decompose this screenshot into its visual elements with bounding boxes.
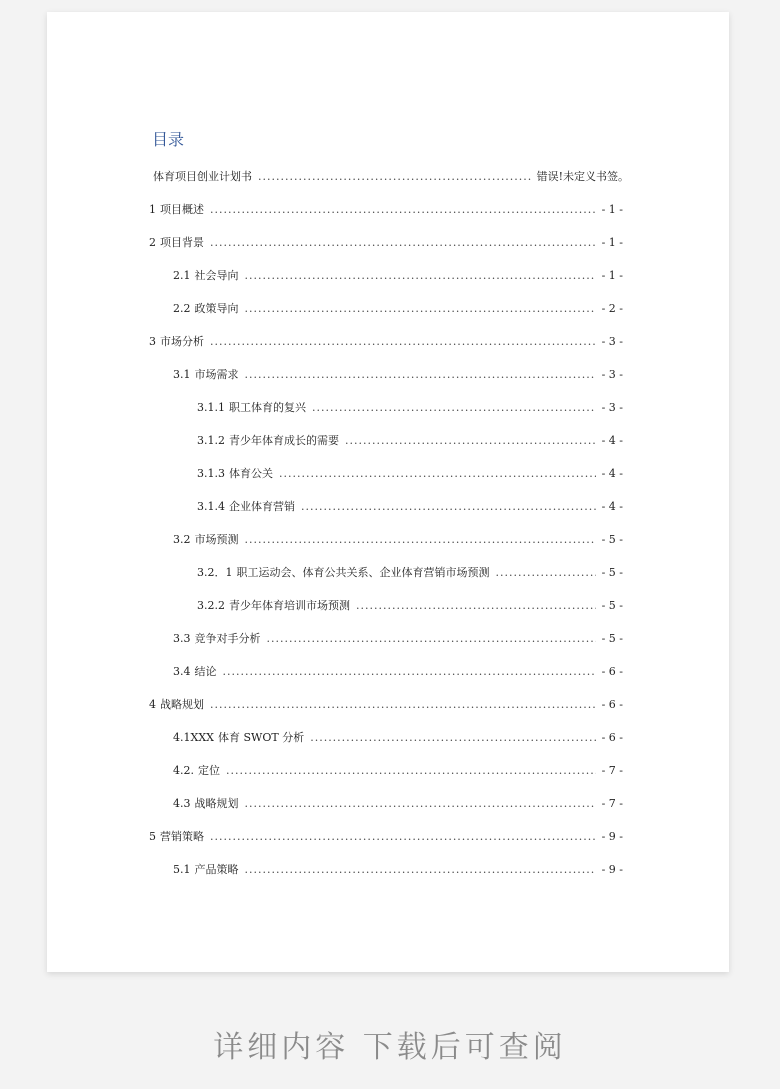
toc-entry-title: 营销策略 [160,830,204,843]
toc-entry[interactable] [173,861,623,877]
toc-entry-number: 3.1.3 [197,466,225,480]
toc-entry-page: - 7 - [601,796,623,810]
toc-entry-title: 青少年体育培训市场预测 [229,599,350,612]
toc-entry[interactable] [173,795,623,811]
toc-entry-page: - 1 - [601,202,623,216]
toc-entry[interactable] [173,531,623,547]
toc-entry-title: 市场分析 [160,335,204,348]
toc-entry-page: - 6 - [601,697,623,711]
toc-entry-title: 结论 [194,665,217,678]
toc-entry-number: 4.1XXX [173,730,214,744]
toc-entry-title: 青少年体育成长的需要 [229,434,339,447]
document-page [47,12,729,972]
toc-entry-title: 体育 SWOT 分析 [218,731,305,744]
toc-entry[interactable] [173,729,623,745]
toc-entry-page: - 9 - [601,829,623,843]
toc-entry-page: - 1 - [601,235,623,249]
toc-leader-dots [310,731,595,744]
toc-entry-number: 4 [149,697,156,711]
toc-leader-dots [245,863,596,876]
toc-leader-dots [210,335,596,348]
toc-entry[interactable] [149,201,623,217]
toc-entry-number: 3.3 [173,631,191,645]
toc-entry-number: 3.4 [173,664,191,678]
toc-leader-dots [245,368,596,381]
toc-leader-dots [210,698,596,711]
toc-entry-number: 4.3 [173,796,191,810]
toc-entry-page: - 3 - [601,334,623,348]
toc-entry-number: 3.1.1 [197,400,225,414]
toc-leader-dots [210,236,596,249]
toc-entry-number: 3 [149,334,156,348]
toc-entry[interactable] [197,432,623,448]
toc-entry[interactable] [173,267,623,283]
toc-entry-page: - 5 - [601,631,623,645]
footer-caption: 详细内容 下载后可查阅 [213,1030,567,1065]
toc-list [47,12,729,972]
toc-entry-page: - 4 - [601,466,623,480]
toc-leader-dots [258,170,531,183]
toc-leader-dots [301,500,596,513]
toc-entry-number: 1 [149,202,156,216]
toc-entry[interactable] [197,597,623,613]
toc-leader-dots [210,203,596,216]
toc-leader-dots [267,632,596,645]
toc-leader-dots [223,665,596,678]
toc-entry-number: 3.2．1 [197,566,233,579]
toc-entry-page: - 5 - [601,565,623,579]
toc-leader-dots [210,830,596,843]
toc-entry[interactable] [149,696,623,712]
toc-entry-title: 竞争对手分析 [194,632,261,645]
toc-entry-number: 2 [149,235,156,249]
toc-entry-page: - 5 - [601,598,623,612]
toc-entry[interactable] [149,828,623,844]
toc-leader-dots [279,467,596,480]
toc-entry-title: 市场需求 [194,368,239,381]
toc-entry-page: - 4 - [601,499,623,513]
toc-entry-page: - 2 - [601,301,623,315]
toc-entry[interactable] [197,498,623,514]
toc-entry-title: 社会导向 [194,269,239,282]
toc-entry-title: 职工体育的复兴 [229,401,306,414]
toc-entry-number: 3.1.4 [197,499,225,513]
toc-entry[interactable] [197,564,623,580]
toc-entry-number: 5.1 [173,862,191,876]
toc-entry-page: - 3 - [601,400,623,414]
toc-leader-dots [356,599,596,612]
toc-leader-dots [496,566,596,579]
toc-entry[interactable] [173,300,623,316]
toc-entry-page: - 1 - [601,268,623,282]
toc-leader-dots [226,764,596,777]
toc-entry-title: 政策导向 [194,302,239,315]
toc-entry-page: - 4 - [601,433,623,447]
toc-entry-number: 2.2 [173,301,191,315]
toc-entry-number: 4.2. [173,763,194,777]
toc-entry-page: - 3 - [601,367,623,381]
toc-entry-title: 体育公关 [229,467,273,480]
toc-entry-page: - 6 - [601,664,623,678]
toc-leader-dots [312,401,596,414]
toc-entry[interactable] [173,762,623,778]
toc-entry-title: 战略规划 [160,698,204,711]
toc-leader-dots [345,434,596,447]
toc-entry-title: 企业体育营销 [229,500,295,513]
toc-entry-page: - 7 - [601,763,623,777]
toc-entry-title: 战略规划 [194,797,239,810]
toc-entry-page: - 5 - [601,532,623,546]
toc-entry[interactable] [173,630,623,646]
toc-entry-number: 5 [149,829,156,843]
toc-entry[interactable] [173,663,623,679]
toc-leader-dots [245,797,596,810]
toc-entry-number: 3.1.2 [197,433,225,447]
toc-heading: 目录 [152,130,185,149]
toc-entry-title: 职工运动会、体育公共关系、企业体育营销市场预测 [236,566,490,579]
toc-entry[interactable] [173,366,623,382]
toc-entry-page: - 9 - [601,862,623,876]
toc-leader-dots [245,533,596,546]
toc-entry-title: 产品策略 [194,863,239,876]
toc-entry[interactable] [149,333,623,349]
toc-entry-title: 项目概述 [160,203,204,216]
toc-entry-title: 定位 [198,764,220,777]
toc-entry[interactable] [197,465,623,481]
toc-leader-dots [245,302,596,315]
toc-entry-number: 2.1 [173,268,191,282]
toc-entry-page: 错误!未定义书签。 [536,170,629,183]
toc-entry-title: 市场预测 [194,533,239,546]
toc-entry-title: 项目背景 [160,236,204,249]
toc-entry-number: 3.1 [173,367,191,381]
toc-entry-number: 3.2 [173,532,191,546]
toc-entry[interactable] [197,399,623,415]
toc-entry[interactable] [149,168,629,184]
toc-leader-dots [245,269,596,282]
toc-entry-page: - 6 - [601,730,623,744]
toc-entry[interactable] [149,234,623,250]
toc-entry-title: 体育项目创业计划书 [153,170,252,183]
toc-entry-number: 3.2.2 [197,598,225,612]
